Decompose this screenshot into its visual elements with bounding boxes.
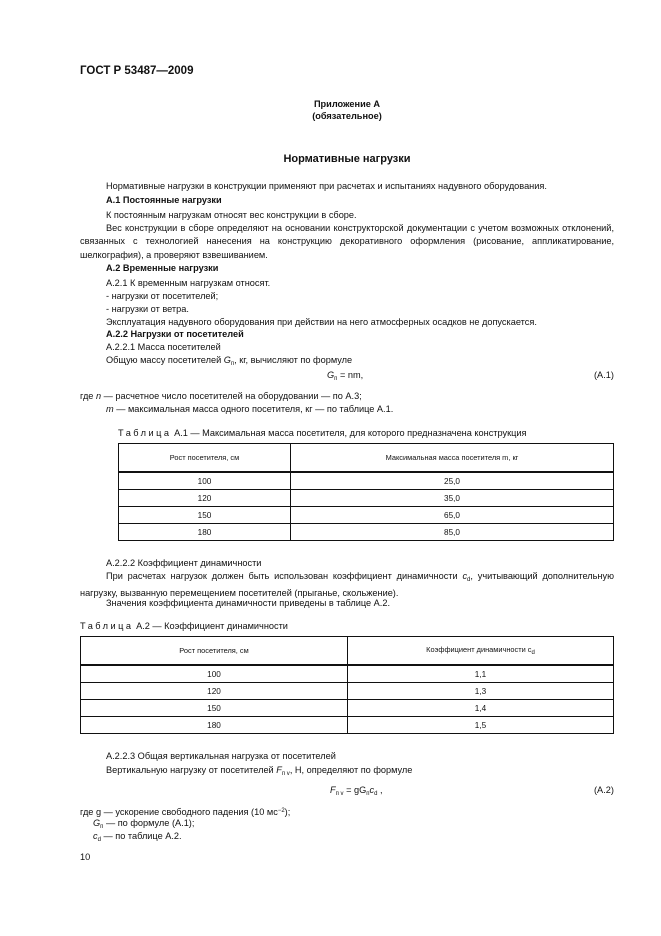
table-cell: 180 [119, 524, 291, 541]
paragraph: Значения коэффициента динамичности приведены в таблице А.2. [106, 598, 391, 608]
table-header-row [119, 444, 614, 473]
table-row [119, 507, 614, 524]
appendix-title: Приложение А [313, 99, 381, 109]
where-clause: $c_d$ — по таблице А.2. [93, 831, 182, 843]
column-header: Рост посетителя, см [81, 637, 348, 666]
table-cell: 100 [119, 472, 291, 490]
list-item: - нагрузки от ветра. [106, 304, 189, 314]
table-cell: 100 [81, 665, 348, 683]
table-cell: 65,0 [291, 507, 614, 524]
table-caption: Таблица А.1 — Максимальная масса посетителя, для которого предназначена конструкция [118, 428, 527, 438]
table-cell: 120 [119, 490, 291, 507]
where-clause: где n — расчетное число посетителей на оборудовании — по А.3; [80, 391, 362, 401]
formula-a1: $G_п$ = nm, [327, 370, 364, 382]
table-header-row [81, 637, 614, 666]
table-cell: 1,1 [348, 665, 614, 683]
paragraph: Вертикальную нагрузку от посетителей $F_{п v}$, Н, определяют по формуле [106, 765, 413, 777]
table-cell: 25,0 [291, 472, 614, 490]
table-cell: 85,0 [291, 524, 614, 541]
paragraph: А.2.1 К временным нагрузкам относят. [106, 278, 271, 288]
section-heading-a22: А.2.2 Нагрузки от посетителей [106, 329, 244, 339]
section-heading-a2: А.2 Временные нагрузки [106, 263, 219, 273]
table-row [119, 490, 614, 507]
table-row [81, 665, 614, 683]
formula-number: (А.1) [594, 370, 614, 380]
formula-number: (А.2) [594, 785, 614, 795]
subsection-heading: А.2.2.1 Масса посетителей [106, 342, 221, 352]
where-clause: m — максимальная масса одного посетителя, кг — по таблице А.1. [106, 404, 394, 414]
table-cell: 1,3 [348, 683, 614, 700]
appendix-type: (обязательное) [312, 111, 382, 121]
paragraph: Общую массу посетителей $G_п$, кг, вычисляют по формуле [106, 355, 353, 367]
intro-paragraph: Нормативные нагрузки в конструкции применяют при расчетах и испытаниях надувного оборудования. [106, 181, 547, 191]
page-number: 10 [80, 852, 91, 862]
section-heading-a1: А.1 Постоянные нагрузки [106, 195, 222, 205]
column-header: Максимальная масса посетителя m, кг [291, 444, 614, 473]
table-a2 [80, 636, 614, 734]
table-row [119, 472, 614, 490]
document-header: ГОСТ Р 53487—2009 [80, 65, 194, 77]
table-cell: 35,0 [291, 490, 614, 507]
table-cell: 120 [81, 683, 348, 700]
table-a1 [118, 443, 614, 541]
column-header: Коэффициент динамичности $c_d$ [348, 637, 614, 666]
where-clause: $G_п$ — по формуле (А.1); [93, 818, 195, 830]
table-row [81, 717, 614, 734]
subsection-heading: А.2.2.2 Коэффициент динамичности [106, 558, 262, 568]
table-row [81, 683, 614, 700]
subsection-heading: А.2.2.3 Общая вертикальная нагрузка от посетителей [106, 751, 336, 761]
paragraph: К постоянным нагрузкам относят вес конструкции в сборе. [106, 210, 357, 220]
where-clause: где g — ускорение свободного падения (10 $мс^{-2}$); [80, 807, 291, 817]
paragraph: При расчетах нагрузок должен быть использован коэффициент динамичности $c_d$, учитывающий дополнительную нагрузку, вызванную перемещением посетителей (прыганье, скольжение). [80, 571, 614, 599]
table-cell: 1,4 [348, 700, 614, 717]
page-title: Нормативные нагрузки [283, 153, 411, 165]
table-cell: 150 [119, 507, 291, 524]
paragraph: Эксплуатация надувного оборудования при действии на него атмосферных осадков не допускается. [106, 317, 537, 327]
paragraph: Вес конструкции в сборе определяют на основании конструкторской документации с учетом возможных отклонений, связанных с технологией нанесения на конструкцию декоративного оформления (рисование, аппликатирование, шелкография), а проверяют взвешиванием. [80, 223, 614, 260]
formula-a2: $F_{п v} = gG_пc_d$ , [330, 785, 383, 797]
table-row [81, 700, 614, 717]
table-cell: 180 [81, 717, 348, 734]
list-item: - нагрузки от посетителей; [106, 291, 219, 301]
table-cell: 1,5 [348, 717, 614, 734]
table-caption: Таблица А.2 — Коэффициент динамичности [80, 621, 288, 631]
column-header: Рост посетителя, см [119, 444, 291, 473]
table-cell: 150 [81, 700, 348, 717]
table-row [119, 524, 614, 541]
